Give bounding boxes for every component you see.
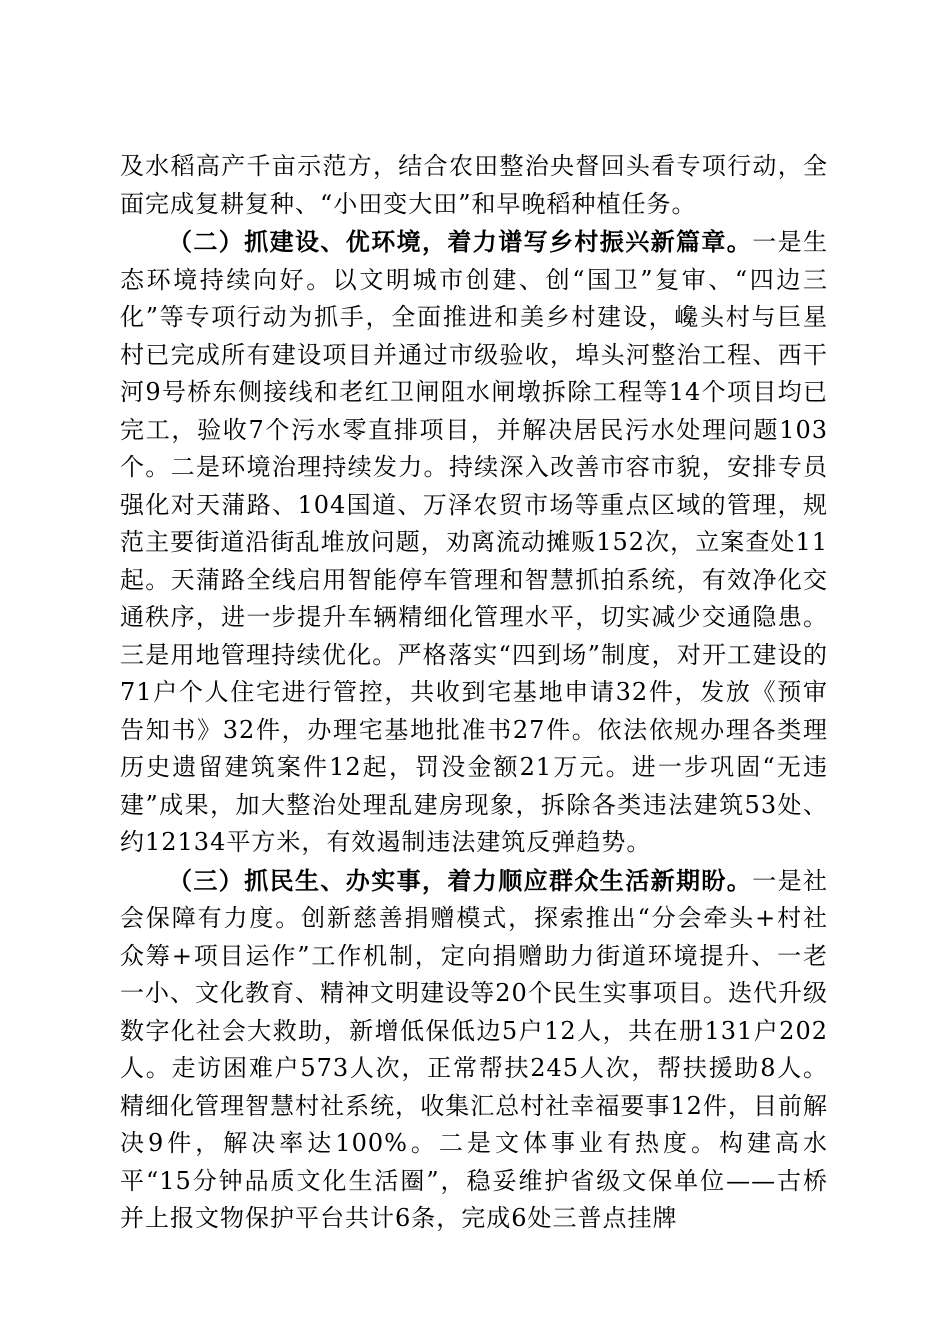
- section-heading-two: （二）抓建设、优环境，着力谱写乡村振兴新篇章。: [168, 227, 753, 256]
- paragraph-text: 一是社会保障有力度。创新慈善捐赠模式，探索推出“分会牵头+村社众筹+项目运作”工作机制，定向捐赠助力街道环境提升、一老一小、文化教育、精神文明建设等20个民生实事项目。迭代升级数字化社会大救助，新增低保低边5户12人，共在册131户202人。走访困难户573人次，正常帮扶245人次，帮扶援助8人。精细化管理智慧村社系统，收集汇总村社幸福要事12件，目前解决9件，解决率达100%。二是文体事业有热度。构建高水平“15分钟品质文化生活圈”，稳妥维护省级文保单位——古桥并上报文物保护平台共计6条，完成6处三普点挂牌: [120, 866, 829, 1232]
- paragraph-construction-environment: [120, 223, 828, 862]
- paragraph-livelihood: [120, 862, 828, 1238]
- document-body: [120, 148, 828, 1238]
- section-heading-three: （三）抓民生、办实事，着力顺应群众生活新期盼。: [168, 865, 753, 895]
- paragraph-text: 及水稻高产千亩示范方，结合农田整治央督回头看专项行动，全面完成复耕复种、“小田变大田”和早晚稻种植任务。: [120, 152, 828, 218]
- paragraph-continuation: [120, 148, 828, 223]
- paragraph-text: 一是生态环境持续向好。以文明城市创建、创“国卫”复审、“四边三化”等专项行动为抓手，全面推进和美乡村建设，巉头村与巨星村已完成所有建设项目并通过市级验收，埠头河整治工程、西干河9号桥东侧接线和老红卫闸阻水闸墩拆除工程等14个项目均已完工，验收7个污水零直排项目，并解决居民污水处理问题103个。二是环境治理持续发力。持续深入改善市容市貌，安排专员强化对天蒲路、104国道、万泽农贸市场等重点区域的管理，规范主要街道沿街乱堆放问题，劝离流动摊贩152次，立案查处11起。天蒲路全线启用智能停车管理和智慧抓拍系统，有效净化交通秩序，进一步提升车辆精细化管理水平，切实减少交通隐患。三是用地管理持续优化。严格落实“四到场”制度，对开工建设的71户个人住宅进行管控，共收到宅基地申请32件，发放《预审告知书》32件，办理宅基地批准书27件。依法依规办理各类理历史遗留建筑案件12起，罚没金额21万元。进一步巩固“无违建”成果，加大整治处理乱建房现象，拆除各类违法建筑53处、约12134平方米，有效遏制违法建筑反弹趋势。: [120, 228, 829, 856]
